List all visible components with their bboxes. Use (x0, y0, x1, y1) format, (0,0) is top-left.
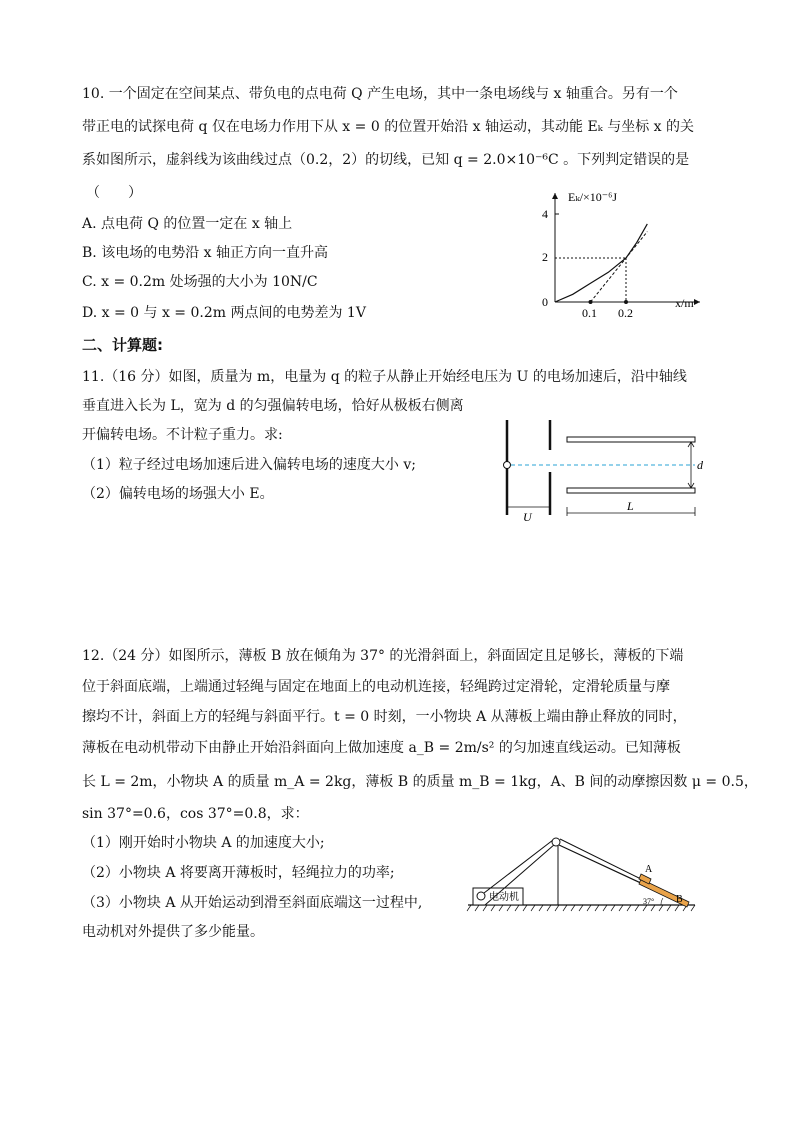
q12-line4: 薄板在电动机带动下由静止开始沿斜面向上做加速度 a_B = 2m/s² 的匀加速直线运动。已知薄板 (82, 740, 681, 756)
motor-pulley (477, 892, 485, 900)
rope-parallel-incline (560, 839, 641, 879)
q12-sub4: 电动机对外提供了多少能量。 (82, 924, 264, 940)
q12-line5: 长 L = 2m，小物块 A 的质量 m_A = 2kg，薄板 B 的质量 m_B = 1kg，A、B 间的动摩擦因数 μ = 0.5， (82, 774, 758, 790)
q11-line1: 11.（16 分）如图，质量为 m，电量为 q 的粒子从静止开始经电压为 U 的电场加速后，沿中轴线 (82, 369, 687, 385)
x-axis-point-0-2 (624, 300, 628, 304)
motor-label: 电动机 (489, 892, 519, 903)
q11-sub1: （1）粒子经过电场加速后进入偏转电场的速度大小 v; (82, 457, 416, 473)
q12-line1: 12.（24 分）如图所示，薄板 B 放在倾角为 37° 的光滑斜面上，斜面固定且足够长，薄板的下端 (82, 648, 684, 664)
x-axis-label: x/m (675, 296, 694, 310)
q10-line1: 10. 一个固定在空间某点、带负电的点电荷 Q 产生电场，其中一条电场线与 x 轴重合。另有一个 (82, 86, 678, 102)
q10-line2: 带正电的试探电荷 q 仅在电场力作用下从 x = 0 的位置开始沿 x 轴运动，其动能 Eₖ 与坐标 x 的关 (82, 119, 695, 135)
q12-sub1: （1）刚开始时小物块 A 的加速度大小; (82, 835, 325, 851)
x-tick-0-2: 0.2 (618, 306, 633, 320)
label-L: L (627, 499, 634, 513)
q12-line6: sin 37°=0.6，cos 37°=0.8，求： (82, 806, 309, 822)
q12-sub2: （2）小物块 A 将要离开薄板时，轻绳拉力的功率; (82, 865, 395, 881)
particle (504, 462, 511, 469)
q10-option-d: D. x = 0 与 x = 0.2m 两点间的电势差为 1V (82, 305, 366, 321)
q12-sub3: （3）小物块 A 从开始运动到滑至斜面底端这一过程中, (82, 895, 423, 911)
y-tick-4: 4 (542, 207, 548, 221)
deflection-plate-bottom (567, 488, 695, 493)
label-B: B (676, 894, 683, 905)
angle-arc (661, 898, 663, 905)
y-axis-label: Eₖ/×10⁻⁶J (568, 190, 617, 204)
label-d: d (697, 458, 703, 472)
q12-line3: 擦均不计，斜面上方的轻绳与斜面平行。t = 0 时刻，一小物块 A 从薄板上端由静止释放的同时， (82, 709, 687, 725)
label-U: U (523, 510, 532, 524)
ground-hatching (467, 905, 695, 911)
x-tick-0-1: 0.1 (582, 306, 597, 320)
ek-x-chart (530, 185, 710, 325)
label-A: A (645, 864, 653, 875)
q11-line2: 垂直进入长为 L，宽为 d 的匀强偏转电场，恰好从极板右侧离 (82, 398, 464, 414)
y-tick-2: 2 (542, 250, 548, 264)
q11-line3: 开偏转电场。不计粒子重力。求: (82, 427, 283, 443)
section-heading: 二、计算题: (82, 336, 163, 354)
q12-line2: 位于斜面底端，上端通过轻绳与固定在地面上的电动机连接，轻绳跨过定滑轮，定滑轮质量与摩 (82, 679, 670, 695)
deflection-plate-top (567, 437, 695, 442)
q10-line3: 系如图所示，虚斜线为该曲线过点（0.2，2）的切线，已知 q = 2.0×10⁻⁶C 。下列判定错误的是 (82, 152, 690, 168)
q10-option-b: B. 该电场的电势沿 x 轴正方向一直升高 (82, 245, 328, 261)
q11-sub2: （2）偏转电场的场强大小 E。 (82, 486, 274, 502)
ek-curve (555, 224, 647, 302)
rope-to-motor (484, 840, 553, 893)
tangent-line (591, 232, 648, 302)
q10-option-c: C. x = 0.2m 处场强的大小为 10N/C (82, 274, 318, 290)
incline-motor-figure (463, 832, 703, 914)
q10-option-a: A. 点电荷 Q 的位置一定在 x 轴上 (82, 216, 293, 232)
deflection-field-figure (495, 415, 710, 530)
y-tick-0: 0 (542, 295, 548, 309)
q10-answer-paren: （ ） (86, 185, 142, 201)
fixed-pulley (552, 838, 560, 846)
label-angle: 37° (643, 897, 655, 906)
tangent-x-intercept-point (589, 300, 593, 304)
